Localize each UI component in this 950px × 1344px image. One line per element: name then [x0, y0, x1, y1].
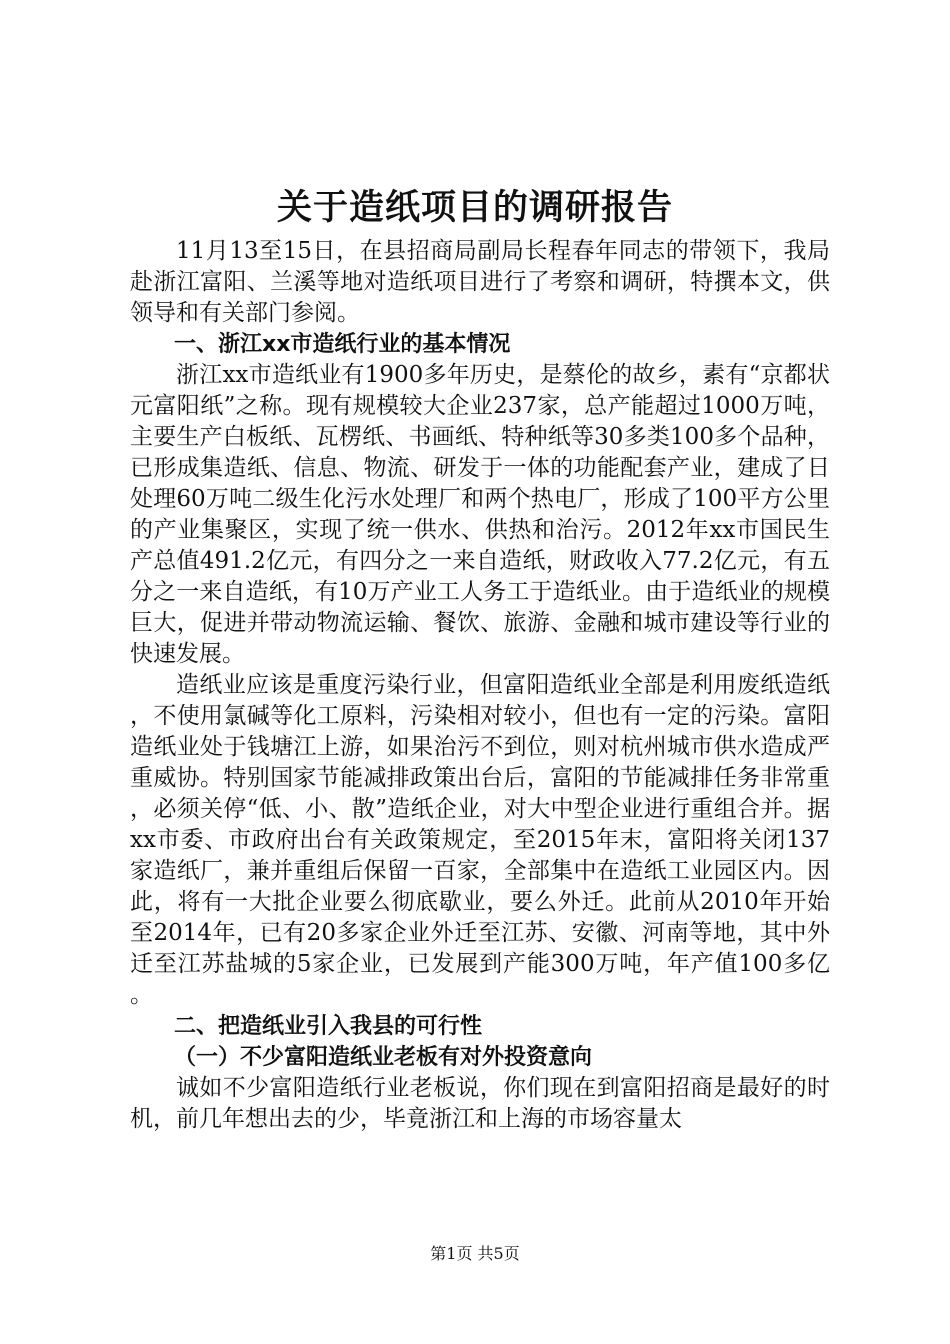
section-1-heading: 一、浙江xx市造纸行业的基本情况	[174, 332, 511, 357]
section-1-paragraph-2: 造纸业应该是重度污染行业，但富阳造纸业全部是利用废纸造纸，不使用氯碱等化工原料，污染相对较小，但也有一定的污染。富阳造纸业处于钱塘江上游，如果治污不到位，则对杭州城市供水造成严重威协。特别国家节能减排政策出台后，富阳的节能减排任务非常重，必须关停“低、小、散”造纸企业，对大中型企业进行重组合并。据xx市委、市政府出台有关政策规定，至2015年末，富阳将关闭137家造纸厂，兼并重组后保留一百家，全部集中在造纸工业园区内。因此，将有一大批企业要么彻底歇业，要么外迁。此前从2010年开始至2014年，已有20多家企业外迁至江苏、安徽、河南等地，其中外迁至江苏盐城的5家企业，已发展到产能300万吨，年产值100多亿。	[130, 672, 830, 1008]
section-2-heading: 二、把造纸业引入我县的可行性	[174, 1014, 483, 1039]
section-2-subheading: （一）不少富阳造纸业老板有对外投资意向	[174, 1045, 593, 1070]
section-2-paragraph: 诚如不少富阳造纸行业老板说，你们现在到富阳招商是最好的时机，前几年想出去的少，毕竟浙江和上海的市场容量太	[130, 1075, 830, 1132]
section-1-paragraph-1: 浙江xx市造纸业有1900多年历史，是蔡伦的故乡，素有“京都状元富阳纸”之称。现有规模较大企业237家，总产能超过1000万吨，主要生产白板纸、瓦楞纸、书画纸、特种纸等30多类100多个品种，已形成集造纸、信息、物流、研发于一体的功能配套产业，建成了日处理60万吨二级生化污水处理厂和两个热电厂，形成了100平方公里的产业集聚区，实现了统一供水、供热和治污。2012年xx市国民生产总值491.2亿元，有四分之一来自造纸，财政收入77.2亿元，有五分之一来自造纸，有10万产业工人务工于造纸业。由于造纸业的规模巨大，促进并带动物流运输、餐饮、旅游、金融和城市建设等行业的快速发展。	[130, 362, 830, 667]
page-footer: 第1页 共5页	[430, 1244, 520, 1263]
document-title: 关于造纸项目的调研报告	[276, 188, 673, 228]
intro-paragraph: 11月13至15日，在县招商局副局长程春年同志的带领下，我局赴浙江富阳、兰溪等地对造纸项目进行了考察和调研，特撰本文，供领导和有关部门参阅。	[130, 238, 830, 326]
document-body	[130, 236, 830, 1135]
